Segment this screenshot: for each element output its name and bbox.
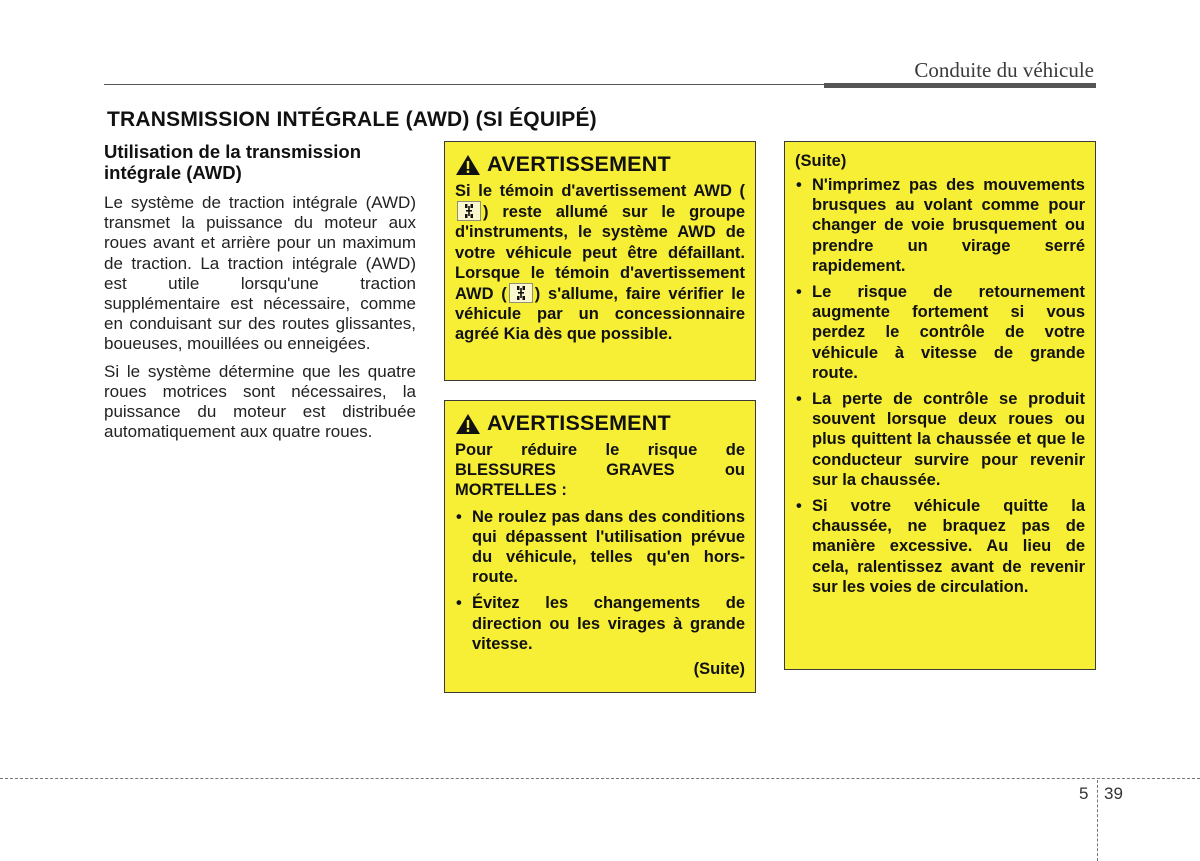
list-item: • Évitez les changements de direction ou les virages à grande vitesse. xyxy=(455,593,745,654)
chapter-number: 5 xyxy=(1079,784,1089,803)
warning-text: Si le témoin d'avertissement AWD () reste allumé sur le groupe d'instruments, le système AWD de votre véhicule peut être défaillant. Lorsque le témoin d'avertissement AWD ( ) s'allume, faire vérifier le véhicule par un concessionnaire agréé Kia dès que possible. xyxy=(455,182,746,344)
list-item: • Le risque de retournement augmente fortement si vous perdez le contrôle de votre véhicule à vitesse de grande route. xyxy=(795,282,1085,383)
warning-intro: Pour réduire le risque de BLESSURES GRAVES ou MORTELLES : xyxy=(455,441,745,500)
continued-label: (Suite) xyxy=(693,660,745,679)
warning-header xyxy=(455,411,745,436)
warning-bullet-list xyxy=(455,507,745,654)
page-number: 39 xyxy=(1104,784,1123,803)
warning-box-injury xyxy=(444,400,756,693)
warning-title: AVERTISSEMENT xyxy=(487,152,671,176)
header-rule-thin xyxy=(104,84,824,85)
warning-triangle-icon xyxy=(455,413,481,435)
footer-dashed-divider xyxy=(1097,780,1098,861)
intro-column xyxy=(104,141,416,449)
footer-dashed-rule xyxy=(0,778,1200,779)
intro-paragraph-1: Le système de traction intégrale (AWD) transmet la puissance du moteur aux roues avant et arrière pour un maximum de traction. La traction intégrale (AWD) est utile lorsqu'une traction supplémentaire est nécessaire, comme en conduisant sur des routes glissantes, boueuses, mouillées ou enneigées. xyxy=(104,193,416,354)
warning-header xyxy=(455,152,745,177)
warning-box-awd-light xyxy=(444,141,756,381)
list-item: • Ne roulez pas dans des conditions qui dépassent l'utilisation prévue du véhicule, telles qu'en hors-route. xyxy=(455,507,745,588)
warning-title: AVERTISSEMENT xyxy=(487,411,671,435)
warning-triangle-icon xyxy=(455,154,481,176)
header-rule-thick xyxy=(824,83,1096,88)
intro-heading: Utilisation de la transmission intégrale (AWD) xyxy=(104,141,362,183)
list-item: • La perte de contrôle se produit souvent lorsque deux roues ou plus quittent la chaussée et que le conducteur survire pour revenir sur la chaussée. xyxy=(795,389,1085,490)
intro-paragraph-2: Si le système détermine que les quatre roues motrices sont nécessaires, la puissance du moteur est distribuée automatiquement aux quatre roues. xyxy=(104,361,416,442)
awd-warning-icon xyxy=(509,283,533,303)
list-item: • N'imprimez pas des mouvements brusques au volant comme pour changer de voie brusquement ou prendre un virage serré rapidement. xyxy=(795,175,1085,276)
warning-bullet-list xyxy=(795,175,1085,597)
continued-label: (Suite) xyxy=(795,152,847,170)
awd-warning-icon xyxy=(457,201,481,221)
warning-box-continued xyxy=(784,141,1096,670)
chapter-title: Conduite du véhicule xyxy=(914,58,1094,82)
section-title: TRANSMISSION INTÉGRALE (AWD) (SI ÉQUIPÉ) xyxy=(107,108,597,131)
list-item: • Si votre véhicule quitte la chaussée, ne braquez pas de manière excessive. Au lieu de cela, ralentissez avant de revenir sur les voies de circulation. xyxy=(795,496,1085,597)
